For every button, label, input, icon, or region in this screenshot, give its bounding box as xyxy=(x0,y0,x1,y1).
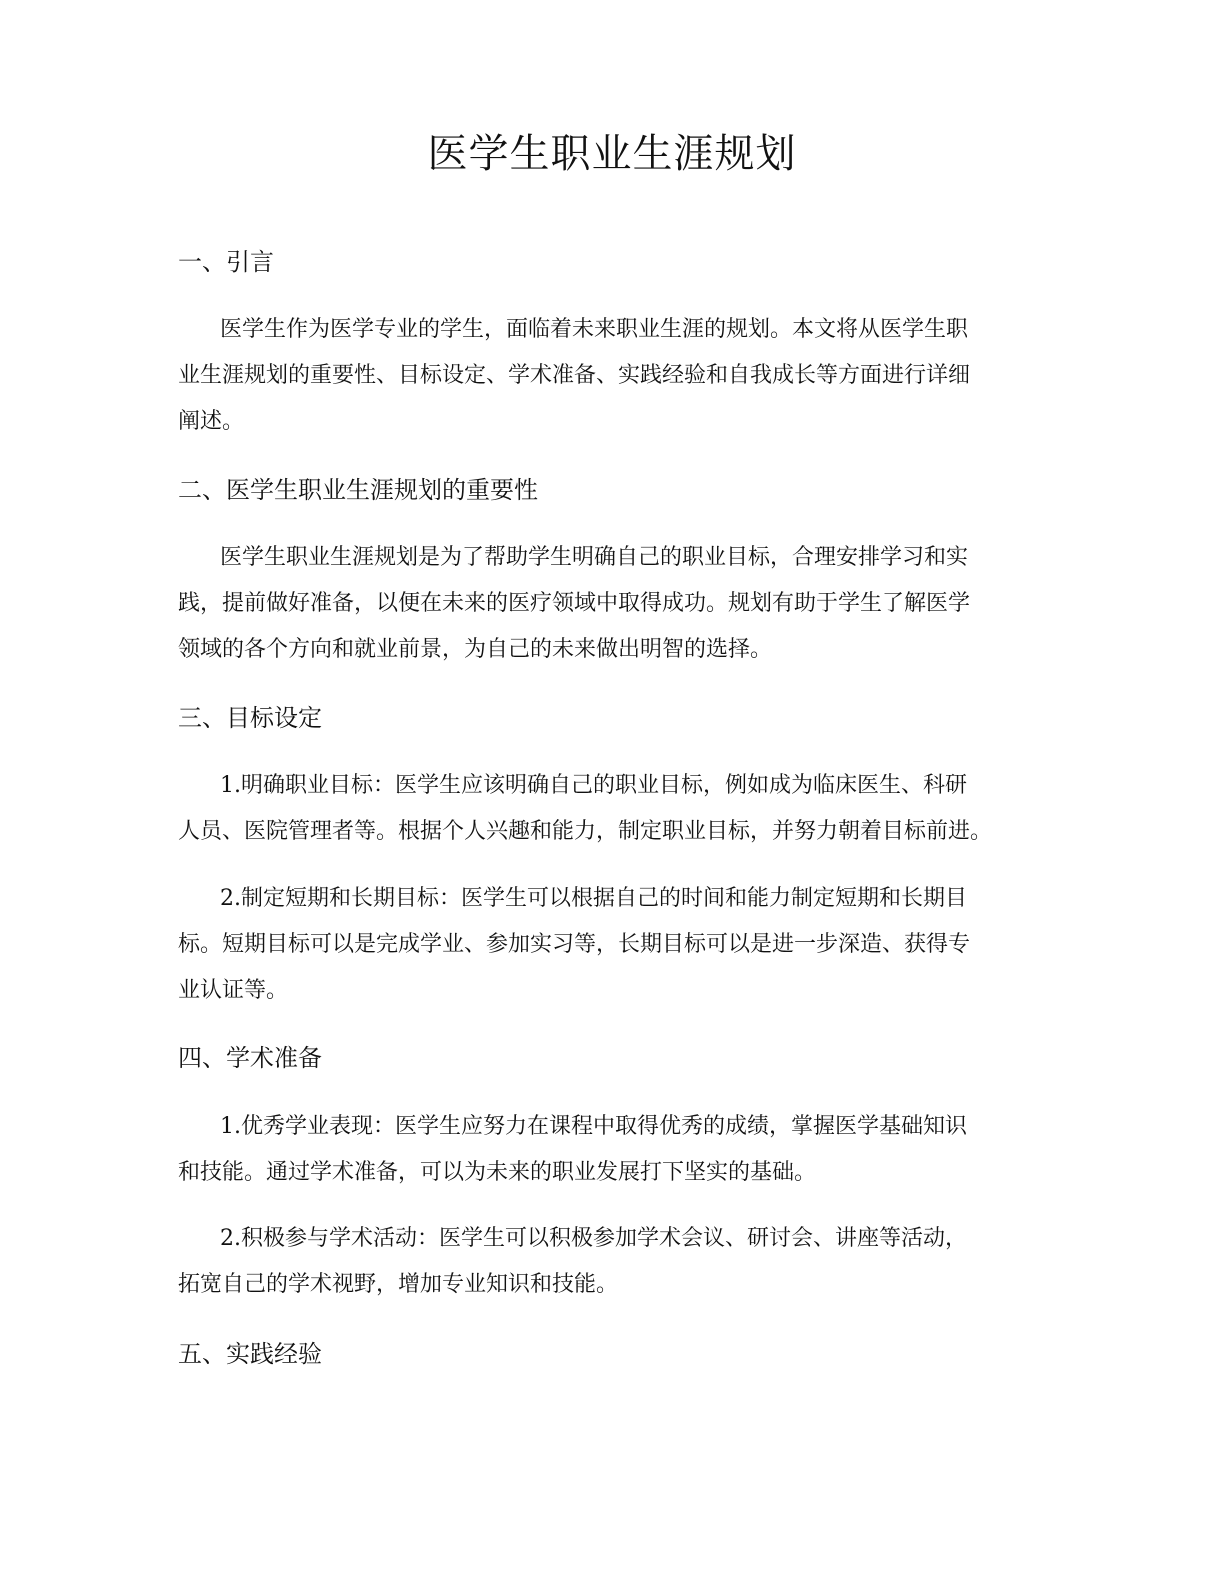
paragraph-line: 和技能。通过学术准备，可以为未来的职业发展打下坚实的基础。 xyxy=(178,1160,817,1185)
paragraph-goal-1 xyxy=(178,763,992,855)
paragraph-line: 医学生职业生涯规划是为了帮助学生明确自己的职业目标，合理安排学习和实 xyxy=(220,545,969,570)
paragraph-line: 践，提前做好准备，以便在未来的医疗领域中取得成功。规划有助于学生了解医学 xyxy=(178,591,971,616)
section-heading-intro: 一、引言 xyxy=(178,248,274,276)
paragraph-line: 业认证等。 xyxy=(178,978,289,1003)
section-heading-academic: 四、学术准备 xyxy=(178,1044,322,1072)
paragraph-line: 标。短期目标可以是完成学业、参加实习等，长期目标可以是进一步深造、获得专 xyxy=(178,932,971,957)
section-heading-importance: 二、医学生职业生涯规划的重要性 xyxy=(178,476,538,504)
paragraph-academic-2 xyxy=(178,1216,967,1308)
paragraph-line: 1.明确职业目标：医学生应该明确自己的职业目标，例如成为临床医生、科研 xyxy=(220,773,967,798)
paragraph-academic-1 xyxy=(178,1104,967,1196)
paragraph-line: 1.优秀学业表现：医学生应努力在课程中取得优秀的成绩，掌握医学基础知识 xyxy=(220,1114,967,1139)
paragraph-goal-2 xyxy=(178,876,970,1014)
paragraph-line: 领域的各个方向和就业前景，为自己的未来做出明智的选择。 xyxy=(178,637,773,662)
paragraph-line: 拓宽自己的学术视野，增加专业知识和技能。 xyxy=(178,1272,619,1297)
section-heading-goals: 三、目标设定 xyxy=(178,704,322,732)
paragraph-line: 人员、医院管理者等。根据个人兴趣和能力，制定职业目标，并努力朝着目标前进。 xyxy=(178,819,993,844)
paragraph-line: 业生涯规划的重要性、目标设定、学术准备、实践经验和自我成长等方面进行详细 xyxy=(178,363,971,388)
section-heading-practice: 五、实践经验 xyxy=(178,1340,322,1368)
document-title: 医学生职业生涯规划 xyxy=(427,131,797,177)
paragraph-importance xyxy=(178,535,970,673)
paragraph-line: 2.积极参与学术活动：医学生可以积极参加学术会议、研讨会、讲座等活动， xyxy=(220,1226,967,1251)
paragraph-line: 2.制定短期和长期目标：医学生可以根据自己的时间和能力制定短期和长期目 xyxy=(220,886,967,911)
paragraph-line: 医学生作为医学专业的学生，面临着未来职业生涯的规划。本文将从医学生职 xyxy=(220,317,969,342)
paragraph-intro xyxy=(178,307,970,445)
paragraph-line: 阐述。 xyxy=(178,409,245,434)
